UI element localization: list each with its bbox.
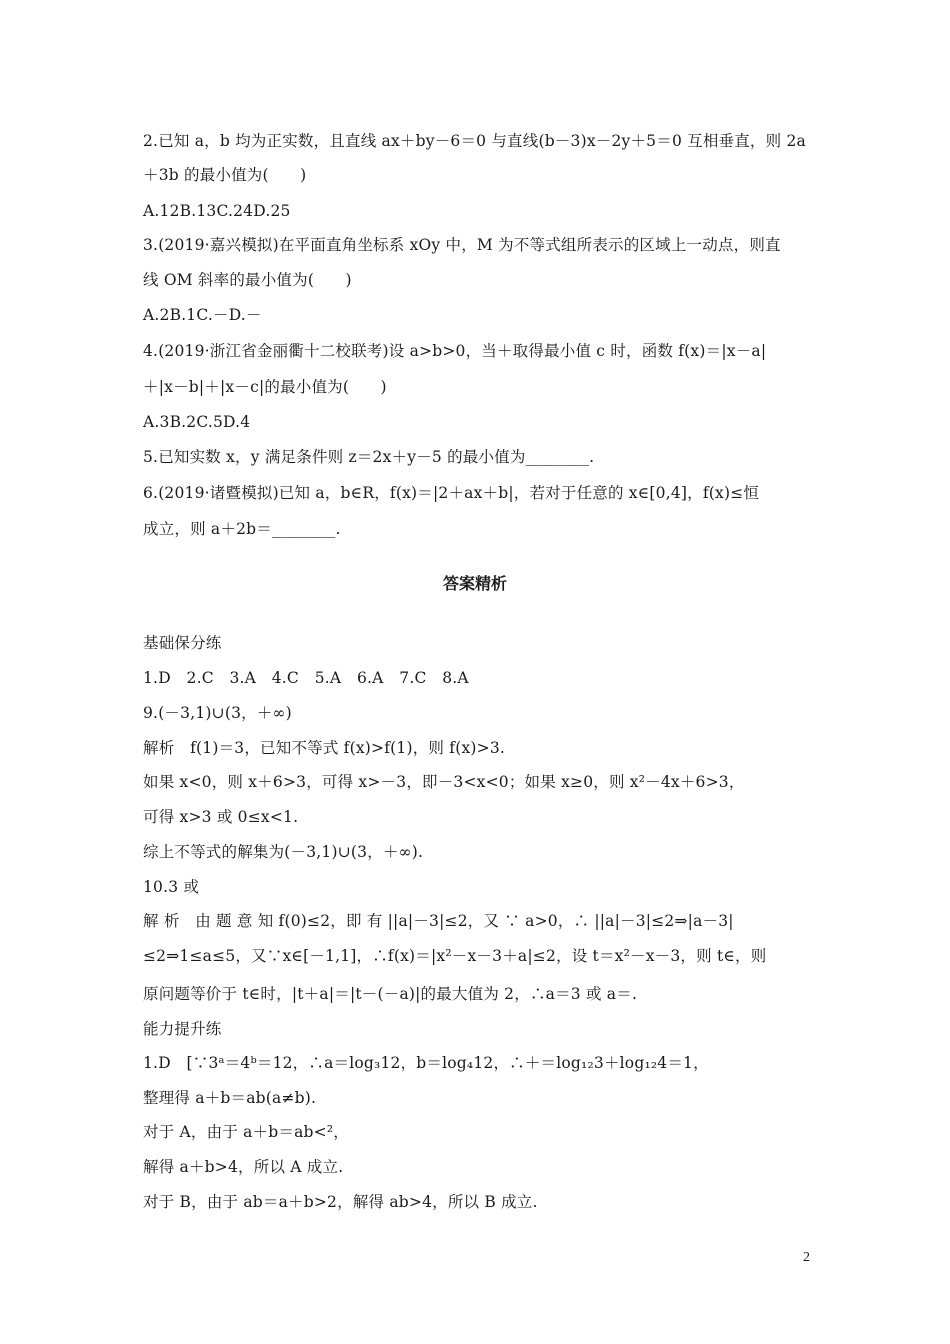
advanced-answer-1-line-5: 对于 B，由于 ab＝a＋b>2，解得 ab>4，所以 B 成立. — [143, 1193, 538, 1211]
advanced-answer-1-line-4: 解得 a＋b>4，所以 A 成立. — [143, 1158, 344, 1176]
answer-10-analysis-1: 解 析 由 题 意 知 f(0)≤2，即 有 ||a|－3|≤2，又 ∵ a>0，∴ ||a|－3|≤2⇒|a－3| — [143, 912, 734, 930]
answer-section-title: 答案精析 — [442, 574, 507, 593]
question-3-line-1: 3.(2019·嘉兴模拟)在平面直角坐标系 xOy 中，M 为不等式组所表示的区域上一动点，则直 — [143, 236, 781, 254]
question-4-options: A.3B.2C.5D.4 — [143, 413, 251, 431]
answer-9: 9.(－3,1)∪(3，＋∞) — [143, 704, 292, 722]
question-4-line-2: ＋|x－b|＋|x－c|的最小值为( ) — [143, 378, 387, 396]
question-3-line-2: 线 OM 斜率的最小值为( ) — [143, 271, 352, 289]
question-4-line-1: 4.(2019·浙江省金丽衢十二校联考)设 a>b>0，当＋取得最小值 c 时，函数 f(x)＝|x－a| — [143, 342, 767, 360]
page-number: 2 — [803, 1250, 810, 1265]
answer-9-analysis-2: 如果 x<0，则 x＋6>3，可得 x>－3，即－3<x<0；如果 x≥0，则 x²－4x＋6>3， — [143, 773, 745, 791]
advanced-answer-1-line-3: 对于 A，由于 a＋b＝ab<²， — [143, 1123, 349, 1141]
answer-10-analysis-3: 原问题等价于 t∈时，|t＋a|＝|t－(－a)|的最大值为 2，∴a＝3 或 a＝. — [143, 985, 638, 1003]
question-2-line-1: 2.已知 a，b 均为正实数，且直线 ax＋by－6＝0 与直线(b－3)x－2y＋5＝0 互相垂直，则 2a — [143, 132, 806, 150]
section-heading-advanced: 能力提升练 — [143, 1020, 222, 1038]
question-2-options: A.12B.13C.24D.25 — [143, 202, 291, 220]
advanced-answer-1-line-2: 整理得 a＋b＝ab(a≠b). — [143, 1089, 317, 1107]
answer-10-analysis-2: ≤2⇒1≤a≤5，又∵x∈[－1,1]，∴f(x)＝|x²－x－3＋a|≤2，设 t＝x²－x－3，则 t∈，则 — [143, 947, 767, 965]
answer-list-1-8: 1.D 2.C 3.A 4.C 5.A 6.A 7.C 8.A — [143, 669, 469, 687]
answer-10: 10.3 或 — [143, 878, 200, 896]
question-6-line-1: 6.(2019·诸暨模拟)已知 a，b∈R，f(x)＝|2＋ax＋b|，若对于任意的 x∈[0,4]，f(x)≤恒 — [143, 484, 760, 502]
question-6-line-2: 成立，则 a＋2b＝________. — [143, 520, 341, 538]
question-2-line-2: ＋3b 的最小值为( ) — [143, 166, 307, 184]
advanced-answer-1: 1.D [∵3ᵃ＝4ᵇ＝12，∴a＝log₃12，b＝log₄12，∴＋＝log₁₂3＋log₁₂4＝1， — [143, 1054, 709, 1072]
section-heading-basic: 基础保分练 — [143, 634, 222, 652]
question-5: 5.已知实数 x，y 满足条件则 z＝2x＋y－5 的最小值为________. — [143, 448, 595, 466]
answer-9-analysis-4: 综上不等式的解集为(－3,1)∪(3，＋∞). — [143, 843, 424, 861]
question-3-options: A.2B.1C.－D.－ — [143, 306, 262, 324]
answer-9-analysis-3: 可得 x>3 或 0≤x<1. — [143, 808, 299, 826]
answer-9-analysis-1: 解析 f(1)＝3，已知不等式 f(x)>f(1)，则 f(x)>3. — [143, 739, 506, 757]
